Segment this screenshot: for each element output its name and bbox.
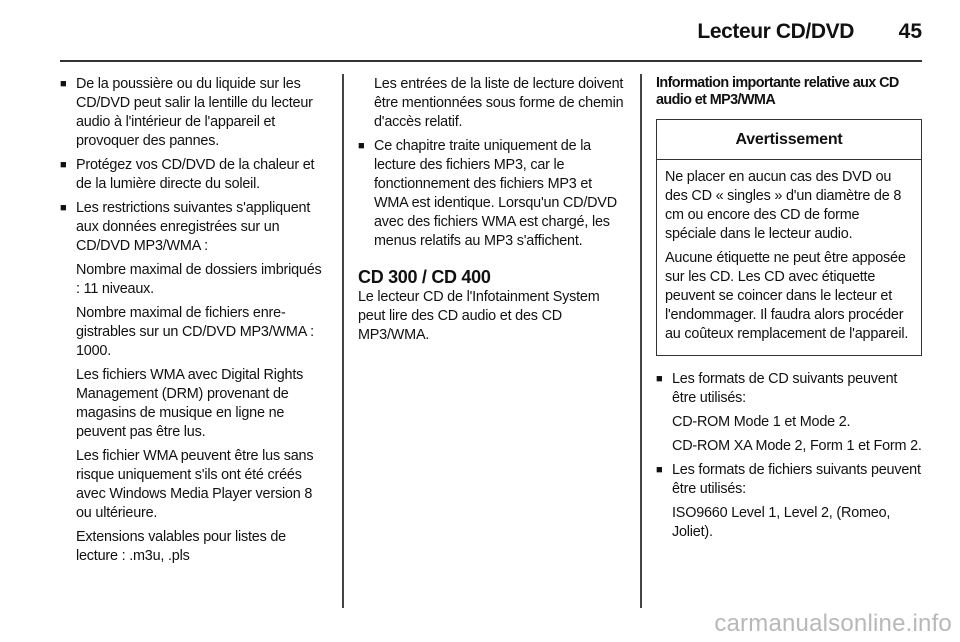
- page-header: [0, 0, 960, 62]
- list-item: [60, 75, 328, 151]
- column-middle: [358, 75, 626, 345]
- bullet-square-icon: ■: [358, 140, 365, 152]
- warning-body: [657, 160, 921, 355]
- column-left: [60, 75, 328, 571]
- list-item-text: Les formats de fichiers suivants peuvent être utilisés:: [672, 462, 921, 497]
- bullet-square-icon: ■: [60, 159, 67, 171]
- list-item-text: De la poussière ou du liquide sur les CD/DVD peut salir la lentille du lecteur audio à l'intérieur de l'appareil et provoquer des pannes.: [76, 76, 313, 149]
- bullet-square-icon: ■: [656, 373, 663, 385]
- list-item-text: Ce chapitre traite uniquement de la lecture des fichiers MP3, car le fonctionnement des fichiers MP3 et WMA est identique. Lorsqu'un CD/DVD avec des fichiers WMA est chargé, les menus relatifs au MP3 s'affichent.: [374, 138, 617, 249]
- list-item-text: Les restrictions suivantes s'appliquent aux données enregistrées sur un CD/DVD MP3/WMA :: [76, 200, 311, 254]
- subsection-heading: Information importante relative aux CD audio et MP3/WMA: [656, 75, 899, 108]
- bullet-square-icon: ■: [656, 464, 663, 476]
- sub-paragraph: Les fichiers WMA avec Digital Rights Management (DRM) provenant de magasins de musique en ligne ne peuvent pas être lus.: [76, 367, 304, 440]
- header-rule: [60, 60, 922, 62]
- sub-paragraph: Nombre maximal de fichiers enregistrables sur un CD/DVD MP3/WMA : 1000.: [76, 305, 314, 359]
- page-title: Lecteur CD/DVD: [697, 20, 854, 43]
- bullet-square-icon: ■: [60, 78, 67, 90]
- column-divider-right: [640, 74, 642, 608]
- sub-paragraph: Les entrées de la liste de lecture doivent être mentionnées sous forme de chemin d'accès relatif.: [374, 76, 624, 130]
- sub-paragraph: Nombre maximal de dossiers imbriqués : 11 niveaux.: [76, 262, 322, 297]
- warning-title: Avertissement: [657, 120, 921, 160]
- list-item: [656, 370, 922, 408]
- warning-paragraph: Ne placer en aucun cas des DVD ou des CD « singles » d'un diamètre de 8 cm ou encore des CD de forme spéciale dans le lecteur audio.: [665, 169, 902, 242]
- list-item-text: Protégez vos CD/DVD de la chaleur et de la lumière directe du soleil.: [76, 157, 315, 192]
- sub-paragraph: Les fichier WMA peuvent être lus sans risque uniquement s'ils ont été créés avec Windows Media Player version 8 ou ultérieure.: [76, 448, 314, 521]
- warning-box: [656, 119, 922, 356]
- sub-paragraph: CD-ROM Mode 1 et Mode 2.: [672, 414, 851, 430]
- list-item: [60, 199, 328, 256]
- bullet-square-icon: ■: [60, 202, 67, 214]
- sub-paragraph: Extensions valables pour listes de lecture : .m3u, .pls: [76, 529, 286, 564]
- list-item-text: Les formats de CD suivants peuvent être utilisés:: [672, 371, 898, 406]
- list-item: [358, 137, 626, 251]
- watermark: carmanualsonline.info: [714, 610, 952, 637]
- sub-paragraph: CD-ROM XA Mode 2, Form 1 et Form 2.: [672, 438, 922, 454]
- warning-paragraph: Aucune étiquette ne peut être apposée sur les CD. Les CD avec étiquette peuvent se coincer dans le lecteur et l'endommager. Il faudra alors procéder au coûteux remplacement de l'appareil.: [665, 250, 909, 342]
- page-number: 45: [898, 20, 922, 43]
- list-item: [656, 461, 922, 499]
- sub-paragraph: ISO9660 Level 1, Level 2, (Romeo, Joliet).: [672, 505, 891, 540]
- column-right: [656, 75, 922, 547]
- section-heading: CD 300 / CD 400: [358, 267, 491, 287]
- section-body: Le lecteur CD de l'Infotainment System peut lire des CD audio et des CD MP3/WMA.: [358, 289, 600, 343]
- column-divider-left: [342, 74, 344, 608]
- list-item: [60, 156, 328, 194]
